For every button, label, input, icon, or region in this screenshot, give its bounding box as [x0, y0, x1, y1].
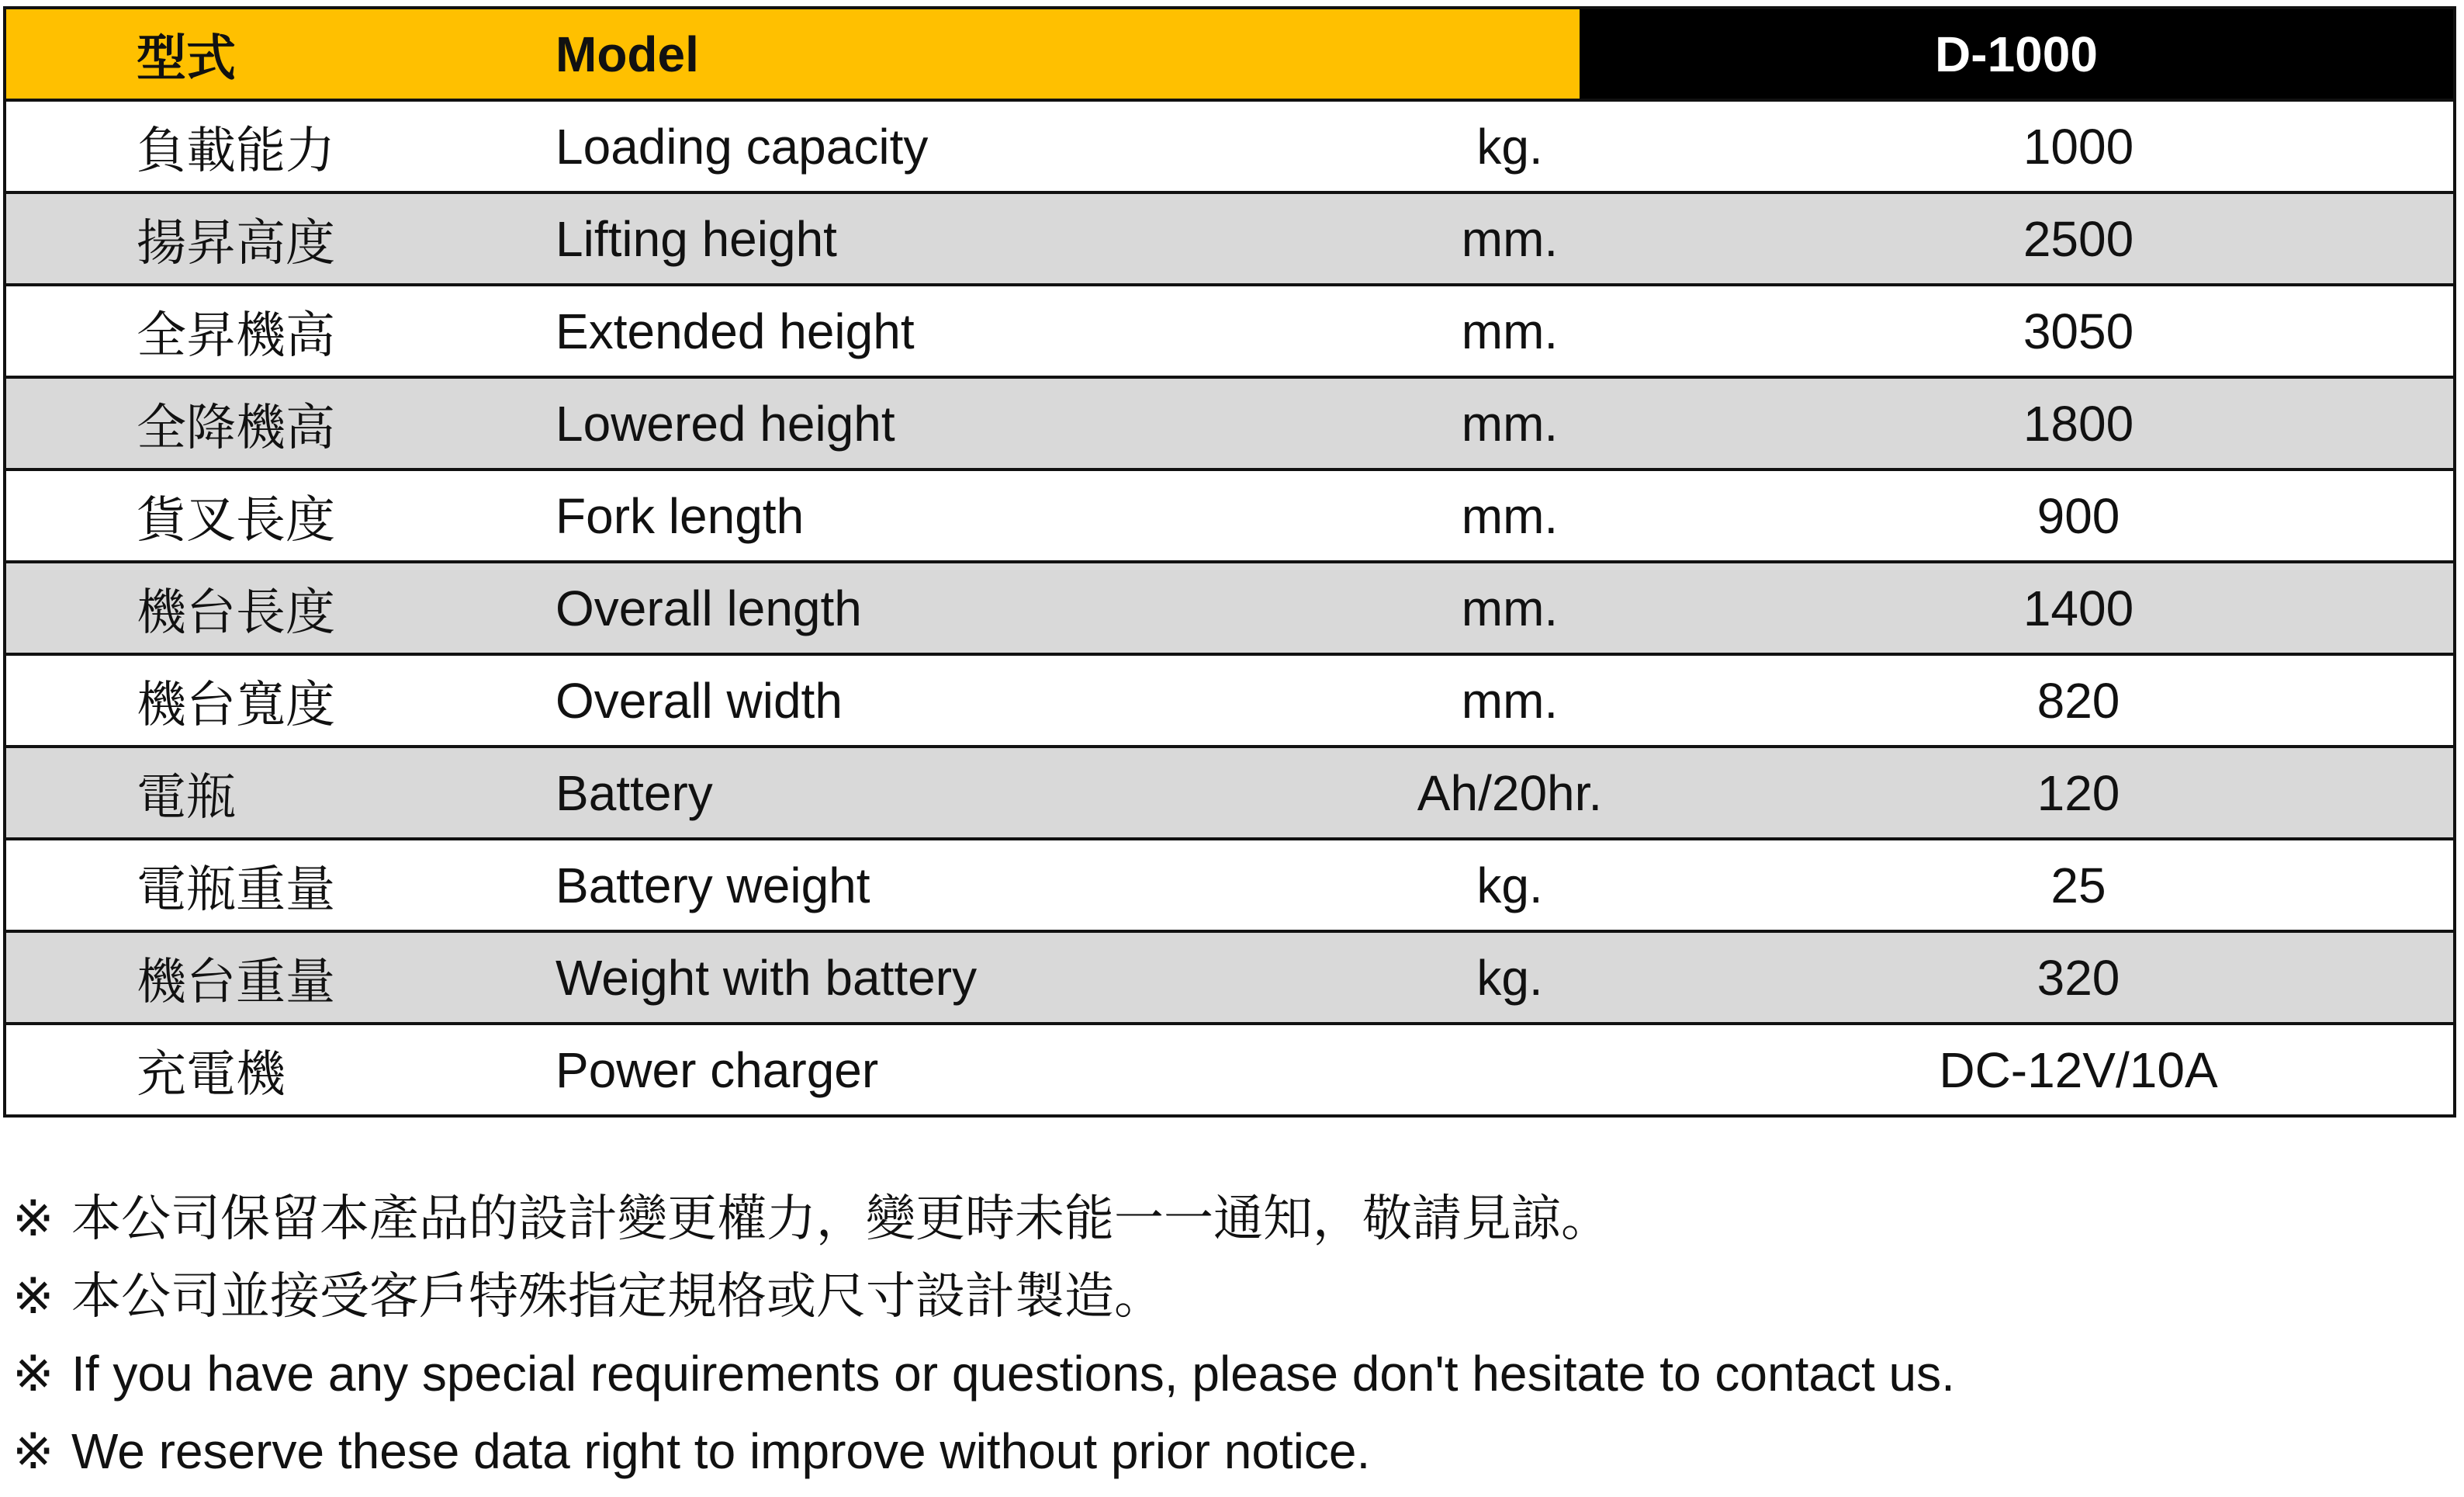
- row-label-en: Battery: [555, 764, 713, 821]
- table-row: [6, 1025, 2453, 1114]
- row-label-en: Battery weight: [555, 857, 870, 913]
- row-unit: kg.: [1476, 857, 1543, 913]
- row-value: 2500: [2023, 210, 2134, 267]
- footnote-text: If you have any special requirements or questions, please don't hesitate to contact us.: [71, 1346, 1955, 1402]
- row-value: 25: [2050, 857, 2106, 913]
- row-value: 3050: [2023, 303, 2134, 359]
- table-row: [6, 933, 2453, 1025]
- row-unit: mm.: [1461, 487, 1559, 544]
- header-model-value: D-1000: [1935, 26, 2098, 82]
- table-row: [6, 102, 2453, 194]
- row-value: 120: [2037, 764, 2120, 821]
- header-label-block: [6, 9, 1580, 99]
- row-unit: mm.: [1461, 395, 1559, 452]
- row-label-zh: 電瓶: [137, 768, 236, 825]
- table-header-row: [6, 9, 2453, 102]
- row-value: 900: [2037, 487, 2120, 544]
- row-unit: mm.: [1461, 210, 1559, 267]
- row-label-zh: 揚昇高度: [137, 214, 335, 271]
- row-label-en: Extended height: [555, 303, 915, 359]
- table-row: [6, 194, 2453, 286]
- row-unit: mm.: [1461, 672, 1559, 729]
- table-row: [6, 379, 2453, 471]
- footnote-text: We reserve these data right to improve without prior notice.: [71, 1423, 1371, 1479]
- header-model-value-block: [1580, 9, 2453, 99]
- row-label-en: Loading capacity: [555, 118, 929, 175]
- row-value: 820: [2037, 672, 2120, 729]
- row-unit: kg.: [1476, 949, 1543, 1006]
- row-label-zh: 全昇機高: [137, 307, 335, 363]
- reference-mark-icon: ※: [12, 1268, 54, 1324]
- row-value: 320: [2037, 949, 2120, 1006]
- row-label-en: Fork length: [555, 487, 805, 544]
- row-value: 1000: [2023, 118, 2134, 175]
- footnotes: [12, 1180, 1955, 1490]
- row-label-zh: 負載能力: [137, 122, 335, 178]
- reference-mark-icon: ※: [12, 1346, 54, 1402]
- footnote: [12, 1257, 1955, 1335]
- row-value: 1400: [2023, 580, 2134, 636]
- row-label-en: Power charger: [555, 1041, 879, 1098]
- footnote: [12, 1335, 1955, 1412]
- reference-mark-icon: ※: [12, 1190, 54, 1246]
- row-label-zh: 電瓶重量: [137, 861, 335, 917]
- row-label-zh: 機台重量: [137, 953, 335, 1010]
- table-row: [6, 748, 2453, 840]
- row-value: DC-12V/10A: [1939, 1041, 2218, 1098]
- row-value: 1800: [2023, 395, 2134, 452]
- footnote: [12, 1412, 1955, 1490]
- row-label-en: Weight with battery: [555, 949, 978, 1006]
- spec-table: [3, 6, 2456, 1118]
- header-model-en: Model: [555, 26, 699, 82]
- table-row: [6, 840, 2453, 933]
- footnote: [12, 1180, 1955, 1257]
- row-label-en: Lifting height: [555, 210, 837, 267]
- reference-mark-icon: ※: [12, 1423, 54, 1479]
- header-model-zh: 型式: [137, 29, 236, 86]
- row-label-zh: 充電機: [137, 1045, 286, 1102]
- table-row: [6, 471, 2453, 563]
- row-unit: kg.: [1476, 118, 1543, 175]
- footnote-text: 本公司保留本產品的設計變更權力，變更時未能一一通知，敬請見諒。: [71, 1190, 1611, 1246]
- footnote-text: 本公司並接受客戶特殊指定規格或尺寸設計製造。: [71, 1268, 1164, 1324]
- table-row: [6, 563, 2453, 656]
- row-label-zh: 全降機高: [137, 399, 335, 456]
- row-label-zh: 機台寬度: [137, 676, 335, 733]
- row-label-en: Overall width: [555, 672, 843, 729]
- row-unit: mm.: [1461, 580, 1559, 636]
- row-unit: mm.: [1461, 303, 1559, 359]
- row-label-en: Overall length: [555, 580, 862, 636]
- row-label-zh: 機台長度: [137, 584, 335, 640]
- table-row: [6, 286, 2453, 379]
- row-label-en: Lowered height: [555, 395, 895, 452]
- table-row: [6, 656, 2453, 748]
- row-label-zh: 貨叉長度: [137, 491, 335, 548]
- row-unit: Ah/20hr.: [1417, 764, 1603, 821]
